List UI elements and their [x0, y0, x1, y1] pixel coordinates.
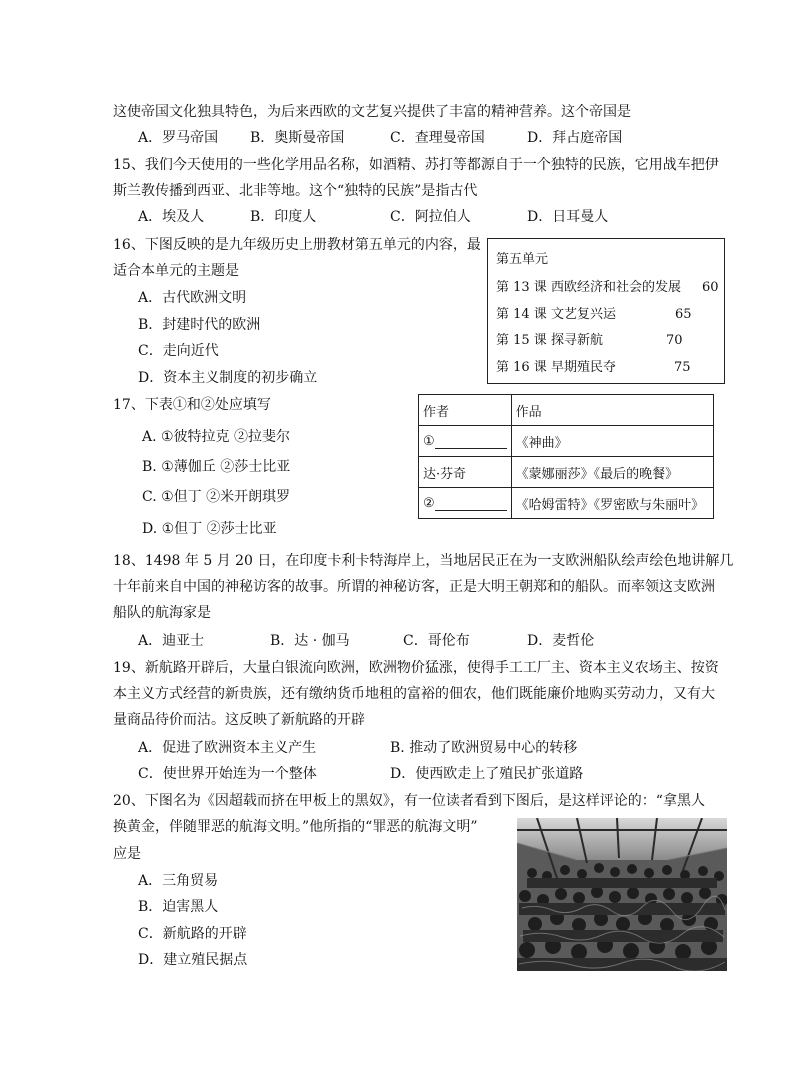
q18-stem-line1: 18、1498 年 5 月 20 日，在印度卡利卡特海岸上，当地居民正在为一支欧洲船队绘声绘色地讲解几	[113, 553, 734, 569]
q19-option-c: C．使世界开始连为一个整体	[138, 766, 317, 782]
q18-option-b: B．达 · 伽马	[270, 633, 350, 649]
q19-option-b: B. 推动了欧洲贸易中心的转移	[390, 740, 578, 756]
q18-option-c: C．哥伦布	[403, 633, 470, 649]
q20-stem-line3: 应是	[113, 846, 141, 862]
q15-option-c: C．阿拉伯人	[390, 209, 471, 225]
q17-option-c: C. ①但丁 ②米开朗琪罗	[142, 489, 291, 505]
table-cell-work: 《神曲》	[511, 426, 713, 457]
q16-stem-line1: 16、下图反映的是九年级历史上册教材第五单元的内容，最	[113, 237, 481, 253]
q20-option-d: D．建立殖民据点	[138, 952, 248, 968]
q17-stem: 17、下表①和②处应填写	[113, 397, 271, 413]
q15-stem-line1: 15、我们今天使用的一些化学用品名称，如酒精、苏打等都源自于一个独特的民族，它用战车把伊	[113, 157, 719, 173]
q16-option-c: C．走向近代	[138, 343, 219, 359]
q18-option-d: D．麦哲伦	[527, 633, 595, 649]
table-header-row	[419, 395, 714, 426]
table-header-work: 作品	[511, 395, 713, 426]
q19-stem-line2: 本主义方式经营的新贵族，还有缴纳货币地租的富裕的佃农，他们既能廉价地购买劳动力，又有大	[113, 686, 715, 702]
answer-blank-2	[435, 496, 507, 511]
table-row	[419, 488, 714, 519]
q15-option-b: B．印度人	[250, 209, 317, 225]
q14-option-d: D．拜占庭帝国	[527, 130, 623, 146]
q14-stem-tail: 这使帝国文化独具特色，为后来西欧的文艺复兴提供了丰富的精神营养。这个帝国是	[113, 104, 631, 120]
table-cell-author	[419, 426, 512, 457]
q20-option-a: A．三角贸易	[138, 873, 219, 889]
unit-lesson-15: 第 15 课 探寻新航	[496, 333, 603, 348]
answer-blank-1	[435, 434, 507, 449]
q19-option-d: D．使西欧走上了殖民扩张道路	[390, 766, 584, 782]
table-row	[419, 426, 714, 457]
table-header-author: 作者	[419, 395, 512, 426]
q19-stem-line1: 19、新航路开辟后，大量白银流向欧洲，欧洲物价猛涨，使得手工工厂主、资本主义农场主、按资	[113, 660, 719, 676]
q17-option-a: A. ①彼特拉克 ②拉斐尔	[142, 429, 291, 445]
q19-stem-line3: 量商品待价而沽。这反映了新航路的开辟	[113, 712, 365, 728]
q16-stem-line2: 适合本单元的主题是	[113, 263, 239, 279]
table-cell-author: 达·芬奇	[419, 457, 512, 488]
unit-page-16: 75	[674, 360, 691, 375]
q20-option-b: B．迫害黑人	[138, 899, 219, 915]
q14-option-c: C．查理曼帝国	[390, 130, 485, 146]
q14-option-b: B．奥斯曼帝国	[250, 130, 345, 146]
q17-option-b: B. ①薄伽丘 ②莎士比亚	[142, 459, 291, 475]
author-marker-2: ②	[423, 495, 435, 511]
q19-option-a: A．促进了欧洲资本主义产生	[138, 740, 317, 756]
q18-option-a: A．迪亚士	[138, 633, 205, 649]
unit-page-15: 70	[666, 333, 683, 348]
q16-option-a: A．古代欧洲文明	[138, 290, 247, 306]
q16-option-d: D．资本主义制度的初步确立	[138, 370, 318, 386]
author-works-table	[418, 394, 714, 519]
table-cell-work: 《哈姆雷特》《罗密欧与朱丽叶》	[511, 488, 713, 519]
table-row	[419, 457, 714, 488]
q20-stem-line2: 换黄金，伴随罪恶的航海文明。”他所指的“罪恶的航海文明”	[113, 819, 478, 835]
q20-option-c: C．新航路的开辟	[138, 926, 247, 942]
unit-lesson-16: 第 16 课 早期殖民夺	[496, 360, 616, 375]
author-marker-1: ①	[423, 433, 435, 449]
unit-page-14: 65	[675, 307, 692, 322]
table-cell-author	[419, 488, 512, 519]
q18-stem-line2: 十年前来自中国的神秘访客的故事。所谓的神秘访客，正是大明王朝郑和的船队。而率领这支欧洲	[113, 579, 715, 595]
unit-page-13: 60	[702, 280, 719, 295]
q15-option-d: D．日耳曼人	[527, 209, 609, 225]
q20-stem-line1: 20、下图名为《因超载而挤在甲板上的黑奴》，有一位读者看到下图后，是这样评论的：“拿黑人	[113, 793, 705, 809]
q15-option-a: A．埃及人	[138, 209, 205, 225]
q14-option-a: A．罗马帝国	[138, 130, 219, 146]
q15-stem-line2: 斯兰教传播到西亚、北非等地。这个“独特的民族”是指古代	[113, 183, 478, 199]
unit-lesson-13: 第 13 课 西欧经济和社会的发展	[496, 280, 681, 295]
q16-option-b: B．封建时代的欧洲	[138, 317, 261, 333]
q18-stem-line3: 船队的航海家是	[113, 605, 211, 621]
q17-option-d: D. ①但丁 ②莎士比亚	[142, 521, 277, 537]
unit-contents-box	[487, 238, 725, 384]
table-cell-work: 《蒙娜丽莎》《最后的晚餐》	[511, 457, 713, 488]
unit-lesson-14: 第 14 课 文艺复兴运	[496, 307, 616, 322]
unit-title: 第五单元	[496, 252, 549, 267]
slave-ship-deck-image	[517, 818, 727, 971]
